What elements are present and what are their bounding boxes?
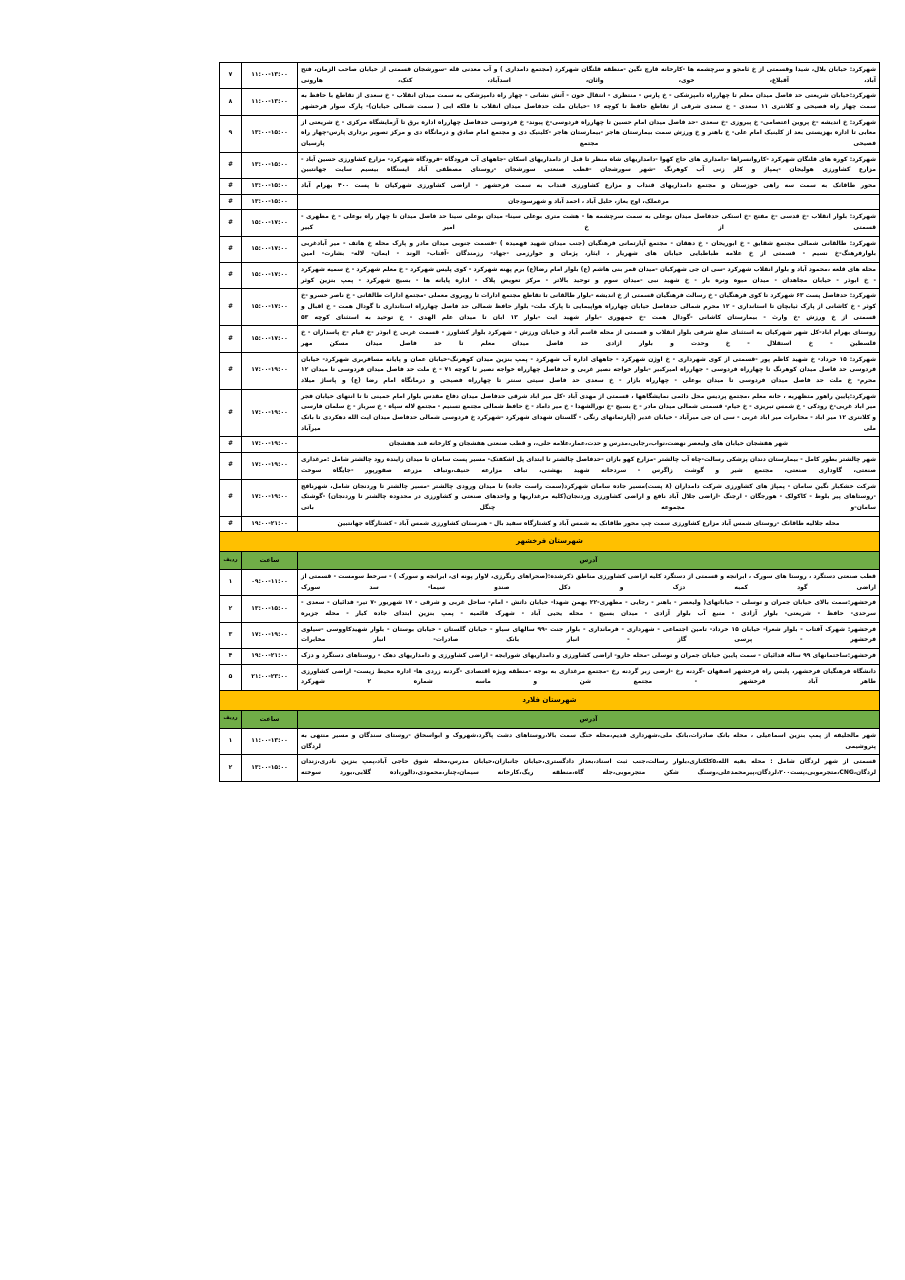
table-row bbox=[220, 115, 880, 152]
cell-row-number: # bbox=[220, 194, 242, 210]
outage-schedule-table bbox=[219, 62, 880, 782]
cell-time-range: ۱۳:۰۰-۱۵:۰۰ bbox=[242, 755, 298, 781]
cell-row-number: # bbox=[220, 210, 242, 236]
table-row bbox=[220, 596, 880, 622]
cell-address: فرخشهر:سمت بالای خیابان جمران و توسلی - خیاباتهای( ولیعصر - باهنر - رجایی - مطهری-۲۲ بهمن شهدا- خیابان داتش - امام- ساحل غربی و شرقی - ۱۷ شهریور -۷ تیر- فدائیان - سعدی - سرحدی- حافظ - شریعتی- بلوار آزادی - منبع آب بلوار آزادی - میدان بسیج - محله یحیی آباد - شهرک قائمیه - پمپ بنزین ابتدای جاده کیار - محله جزیره bbox=[298, 596, 880, 622]
cell-address: فرخشهر:ساختمانهای ۹۹ ساله فدائیان - سمت پایین خیابان جمران و توسلی -محله خارو- اراضی کشاورزی و دامداریهای شورابجه - اراضی کشاورزی و دامداریهای دهک - روستاهای دستگرد و دزک bbox=[298, 649, 880, 665]
cell-row-number: ۱ bbox=[220, 570, 242, 596]
table-row bbox=[220, 194, 880, 210]
cell-time-range: ۱۳:۰۰-۱۵:۰۰ bbox=[242, 194, 298, 210]
cell-address: فرخشهر: شهرک آفتاب - بلوار شعرا- خیابان ۱۵ خرداد- تامین اجتماعی - شهرداری - فرمانداری - بلوار جنت -۹۹ سالهای سیاو - خیابان گلستان - خیابان بوستان - بلوار شهیدکاووسی -سیلوی فرخشهر - پرسی گاز - انبار بانک صادرات- انبار مخابرات bbox=[298, 622, 880, 648]
cell-address: محور طاقانک به سمت سه راهی خوزستان و مجتمع دامداریهای قنداب و مزارع کشاورزی قنداب به سمت فرخشهر - اراضی کشاورزی شهرکیان تا پست ۴۰۰ بهرام آباد bbox=[298, 179, 880, 195]
cell-time-range: ۲۱:۰۰-۲۳:۰۰ bbox=[242, 664, 298, 690]
cell-address: شهرکرد: کوره های قلنگان شهرکرد -کاروانسراها -دامداری های حاج کهوا -دامداریهای شاه منظر تا قبل از دامداریهای اسکان -جاههای آب فرودگاه -فرودگاه شهرکرد- مزارع کشاورزی حسین آباد - مزارع کشاورزی هولیجان -پمپاژ و کلر زنی آب کوهرنگ -شهر سورشجان -قطب صنعتی سورشجان -روستای مصطفی آباد ایستگاه بیسیم سایت جهانتبین bbox=[298, 152, 880, 178]
table-row bbox=[220, 570, 880, 596]
cell-address: قسمتی از شهر لردگان شامل : محله بقیه الله،۵کلکتاری،بلوار رسالت،جنب ثبت اسناد،بعداز دادگستری،خیابان جانبازان،خیابان مدرس،محله شوق حاجی آباد،پمپ بنزین نادری،زندان لردگان،CNG،متجرموبی،پست۲۰۰،لردگان،پیرمحمدعلی،وسنگ شکن متجرموبی،جله گاه،منطقه ریگ،کارخانه سیمان،چنار،محمودی،دالور،اده گلابی،بورد سوخته bbox=[298, 755, 880, 781]
column-header-row bbox=[220, 551, 880, 569]
cell-row-number: ۱ bbox=[220, 728, 242, 754]
table-row bbox=[220, 352, 880, 389]
table-row bbox=[220, 179, 880, 195]
cell-time-range: ۱۱:۰۰-۱۳:۰۰ bbox=[242, 89, 298, 115]
cell-row-number: # bbox=[220, 479, 242, 516]
cell-row-number: # bbox=[220, 236, 242, 262]
cell-row-number: # bbox=[220, 352, 242, 389]
cell-row-number: ۹ bbox=[220, 115, 242, 152]
table-row bbox=[220, 516, 880, 532]
cell-row-number: ۳ bbox=[220, 622, 242, 648]
cell-time-range: ۱۵:۰۰-۱۷:۰۰ bbox=[242, 263, 298, 289]
cell-row-number: # bbox=[220, 289, 242, 326]
cell-row-number: # bbox=[220, 453, 242, 479]
cell-row-number: # bbox=[220, 516, 242, 532]
cell-address: شهر هفشجان خیابان های ولیعصر نهضت،نواب،رجایی،مدرس و حدت،عمار،علامه حلی،، و قطب صنعتی هفشجان و کارخانه قند هفشجان bbox=[298, 437, 880, 453]
cell-address: شهرکرد:پایین راهور متظهربه ، خانه معلم ،مجتمع پردیس محل دائمی نمایشگاهها ، قسمتی از مهدی آباد -کل میر اباد شرقی حدفاصل میدان دفاع مقدس بلوار امام خمینی تا تا انتهای خیابان فجر میر اباد غربی-خ رودکی - خ شمس تبریزی - خ خیام- قسمتی شمالی میدان مادر - خ بسیج -خ نورالشهدا - خ میر داماد - خ حافظ شمالی مجتمع تسنیم - مجتمع لاله سپاه - خ سرباز - خ سلمان فارسی و کلانتری ۱۲ میر اباد - مخابرات میر اباد غربی - سی ان جی میرآباد - خیابان غدیر (آپارتمانهای رنگی - گلستان شهدای شهرکرد -شهرکرد خ فردوسی شمالی حدفاصل میدان ایت الله دهکردی تا بانک ملی میرآباد bbox=[298, 389, 880, 437]
cell-row-number: ۲ bbox=[220, 755, 242, 781]
cell-time-range: ۱۵:۰۰-۱۷:۰۰ bbox=[242, 326, 298, 352]
table-row bbox=[220, 453, 880, 479]
cell-row-number: ۷ bbox=[220, 63, 242, 89]
table-row bbox=[220, 263, 880, 289]
cell-row-number: # bbox=[220, 152, 242, 178]
cell-row-number: ۴ bbox=[220, 649, 242, 665]
table-row bbox=[220, 326, 880, 352]
cell-address: شهرکرد: بلوار انقلاب -خ قدسی -خ مفتح -خ استکی حدفاصل میدان بوعلی به سمت سرچشمه ها - هشت متری بوعلی سینا- میدان بوعلی سینا حد فاصل میدان تا چهار راه بوعلی - خ مطهری - قسمتی از خ امیر کبیر bbox=[298, 210, 880, 236]
column-header-time: ساعت bbox=[242, 551, 298, 569]
cell-address: دانشگاه فرهنگیان فرخشهر، پلیس راه فرخشهر اصفهان -گردنه رخ -ارضی زبر گردنه رخ -مجتمع مرغداری به بوجه -منطقه ویژه اقتصادی -گردنه زردی ها- اداره محیط زیست- اراضی کشاورزی طاهر آباد فرخشهر - مجتمع شن و ماسه شماره ۲ شهرکرد bbox=[298, 664, 880, 690]
cell-address: قطب صنعتی دستگرد ، روستا های سورک ، ابرانجه و قسمتی از دستگرد کلیه اراضی کشاورزی مناطق ذکرشده:(صحراهای رنگرزی، لاوار پونه ای، ابرانجه و سورک ) - سرخط سومست - قسمتی از اراضی گود کمبه دزک و دکل صندو سیما- سد سورک bbox=[298, 570, 880, 596]
cell-address: روستای بهرام اباد-کل شهر شهرکیان به استثنای ضلع شرقی بلوار انقلاب و قسمتی از محله قاسم آباد و خیابان ورزش - شهرکرد بلوار کشاورز - قسمت غربی خ ابوذر -خ قیام -خ پاسداران - خ فلسطین - خ استقلال - خ وحدت و بلوار ازادی حد فاصل میدان معلم تا حد فاصل میدان مسکن مهر bbox=[298, 326, 880, 352]
table-row bbox=[220, 479, 880, 516]
cell-time-range: ۱۱:۰۰-۱۳:۰۰ bbox=[242, 728, 298, 754]
cell-time-range: ۱۳:۰۰-۱۵:۰۰ bbox=[242, 596, 298, 622]
cell-row-number: ۵ bbox=[220, 664, 242, 690]
section-band-falard bbox=[220, 691, 880, 710]
cell-time-range: ۱۹:۰۰-۲۱:۰۰ bbox=[242, 516, 298, 532]
table-row bbox=[220, 664, 880, 690]
table-row bbox=[220, 89, 880, 115]
table-row bbox=[220, 152, 880, 178]
section-title: شهرستان فرخشهر bbox=[220, 532, 880, 551]
cell-time-range: ۱۹:۰۰-۲۱:۰۰ bbox=[242, 649, 298, 665]
cell-time-range: ۱۷:۰۰-۱۹:۰۰ bbox=[242, 479, 298, 516]
column-header-address: آدرس bbox=[298, 710, 880, 728]
table-row bbox=[220, 236, 880, 262]
table-row bbox=[220, 649, 880, 665]
cell-address: شهرکرد: طالقانی شمالی مجتمع شقایق - خ ابوریحان - خ دهقان - مجتمع آپارتمانی فرهنگیان (جنب میدان شهید فهمیده ) -قسمت جنوبی میدان مادر و پارک محله خ هاتف - میر آبادغربی بلوارفرهنگ-خ نسیم - قسمتی از خ علامه طباطبایی خیابان های شهریار ، ایثار، پژمان و خوارزمی -جهاد- رزمندگان -آفتاب- الوند - ایمان- لاله- بشارت- امین bbox=[298, 236, 880, 262]
cell-time-range: ۱۳:۰۰-۱۵:۰۰ bbox=[242, 179, 298, 195]
cell-row-number: # bbox=[220, 389, 242, 437]
table-row bbox=[220, 728, 880, 754]
cell-time-range: ۱۵:۰۰-۱۷:۰۰ bbox=[242, 289, 298, 326]
cell-address: شهرکرد: حدفاصل پست ۶۳ شهرکرد تا کوی فرهنگیان - خ رسالت فرهنگیان قسمتی از خ اندیشه -بلوار طالقانی تا تقاطع مجتمع ادارات تا روبروی معملی -مجتمع ادارات طالقانی - خ ناصر خسرو -خ کوثر - خ کاشانی از پارک ثیابچان تا استانداری - ۱۲ محرم شمالی حدفاصل خیابان چهارراه هواپیمایی تا پارک ملت- بلوار حافظ شمالی حد فاصل چهارراه استانداری تا گودال همت - خ اقبال و قسمتی از خ ورزش -خ وارث - بیمارستان کاشانی -گودال همت -خ جمهوری -بلوار شهید ایت -بلوار ۱۳ ابان تا میدان علم الهدی - خ توحید به استثنای کوچه ۵۳ bbox=[298, 289, 880, 326]
cell-row-number: # bbox=[220, 326, 242, 352]
cell-address: شهرکرد: خیابان بلال، شیدا وقسمتی از خ ثامجو و سرچشمه ها -کارخانه قارچ نگین -منطقه قلنگان شهرکرد (مجتمع دامداری ) و آب معدنی قله -سورشجان قسمتی از خیابان صاحب الزمان، فتح آباد، آقبلاغ، خوی، واثان، اسدآباد، کتک، هارونی bbox=[298, 63, 880, 89]
column-header-address: آدرس bbox=[298, 551, 880, 569]
column-header-row bbox=[220, 710, 880, 728]
cell-row-number: # bbox=[220, 263, 242, 289]
table-row bbox=[220, 389, 880, 437]
cell-time-range: ۱۷:۰۰-۱۹:۰۰ bbox=[242, 352, 298, 389]
cell-time-range: ۱۷:۰۰-۱۹:۰۰ bbox=[242, 437, 298, 453]
cell-address: شهرکرد:خیابان شریعتی حد فاصل میدان معلم تا چهارراه دامپزشکی - خ پارس - منتظری - انتقال خون - آتش نشانی - چهار راه دامپزشکی به سمت میدان انقلاب - خ سعدی از تقاطع با حافظ به سمت چهار راه فصیحی و کلانتری ۱۱ سعدی - خ سعدی شرقی از تقاطع حافظ تا کوچه ۱۶ -خیابان ملت حدفاصل میدان انقلاب تا فلکه ابی ( سمت شمالی خیابان)- پارک سوار فرخشهر bbox=[298, 89, 880, 115]
cell-time-range: ۱۳:۰۰-۱۵:۰۰ bbox=[242, 115, 298, 152]
cell-time-range: ۱۱:۰۰-۱۳:۰۰ bbox=[242, 63, 298, 89]
table-row bbox=[220, 437, 880, 453]
cell-row-number: ۲ bbox=[220, 596, 242, 622]
cell-address: محله جلالیه طاقانک -روستای شمس آباد مزارع کشاورزی سمت چپ محور طاقانک به شمس آباد و کشتارگاه سفید بال - هنرستان کشاورزی شمس آباد - کشتارگاه جهانتبین bbox=[298, 516, 880, 532]
cell-time-range: ۱۷:۰۰-۱۹:۰۰ bbox=[242, 389, 298, 437]
cell-time-range: ۱۵:۰۰-۱۷:۰۰ bbox=[242, 210, 298, 236]
cell-time-range: ۱۳:۰۰-۱۵:۰۰ bbox=[242, 152, 298, 178]
cell-row-number: ۸ bbox=[220, 89, 242, 115]
section-band-farrokhshahr bbox=[220, 532, 880, 551]
column-header-row-number: ردیف bbox=[220, 710, 242, 728]
table-row bbox=[220, 622, 880, 648]
cell-address: مرغملک، اوج بغاز، خلیل آباد ، احمد آباد و شهرسودجان bbox=[298, 194, 880, 210]
cell-address: شرکت خشکبار نگین سامان - پمپاژ های کشاورزی شرکت دامداران (۸ پست)مسیر جاده سامان شهرکرد(سمت راست جاده) تا میدان ورودی چالشتر -مسیر چالشتر تا وردنجان شامل، شهرنافج -روستاهای پیر بلوط - کاکولک - هورجگان - ارجنگ -اراضی جلال آباد نافع و اراضی کشاورزی وردنجان(کلیه مرغداریها و واحدهای صنعتی و کشاورزی در محدوده چالشتر تا وردنجان) -گوشتک سامان-و مجموعه چنگل باتی bbox=[298, 479, 880, 516]
cell-time-range: ۱۷:۰۰-۱۹:۰۰ bbox=[242, 622, 298, 648]
cell-address: محله های قلعه ،محمود آباد و بلوار انقلاب شهرکرد -سی ان جی شهرکیان -میدان قمر بنی هاشم (ع) بلوار امام رضا(ع) برم پهنه شهرکرد - کوی پلیس شهرکرد - خ معلم شهرکرد - خ سمیه شهرکرد - خ ابوذر - خیابان مجاهدان - میدان میوه وتره بار - خ شهید نبی -میدان سوم و توحید بالاتر - مرکز تعویض پلاک - اداره پایانه ها - بسیج شهرکرد - پمپ بنزین کوثر bbox=[298, 263, 880, 289]
column-header-row-number: ردیف bbox=[220, 551, 242, 569]
cell-time-range: ۱۷:۰۰-۱۹:۰۰ bbox=[242, 453, 298, 479]
cell-time-range: ۰۹:۰۰-۱۱:۰۰ bbox=[242, 570, 298, 596]
cell-address: شهر مالخلیفه از پمپ بنزین اسماعیلی ، محله بانک صادرات،بانک ملی،شهرداری قدیم،محله خنگ سمت بالا،روستاهای دشت پاگرد،شهروک و ابواسحاق -روستای سندگان و مسیر منتهی به پتروشیمی لردگان bbox=[298, 728, 880, 754]
cell-address: شهرکرد: خ اندیشه -خ پروین اعتصامی- خ پیروزی -خ سعدی -حد فاصل میدان امام حسین تا چهارراه فردوسی-خ پیوند- خ فردوسی حدفاصل چهارراه اداره برق تا آزمایشگاه مرکزی - خ شریعتی از معابی تا اداره بهزیستی بعد از کلینیک امام علی- خ باهنر و خ ورزش سمت بیمارستان هاجر -بیمارستان هاجر -کلینیک دی و مجتمع امام صادق و درمانگاه دی و مرکز تصویر برداری پارس-چهار راه فصیحی مجتمع پارسیان bbox=[298, 115, 880, 152]
cell-row-number: # bbox=[220, 437, 242, 453]
cell-address: شهرکرد: ۱۵ خرداد- خ شهید کاظم پور -قسمتی از کوی شهرداری - خ اوژن شهرکرد - جاههای اداره آب شهرکرد - پمپ بنزین میدان کوهرنگ-خیابان عمان و پایانه مسافربری شهرکرد- خیابان فردوسی حد فاصل میدان کوهرنگ تا چهارراه فردوسی - جهارراه امیرکبیر -بلوار خواجه نصیر غربی و حدفاصل چهارراه خواجه نصیر تا کوچه ۷۱ - خ ملت حد فاصل میدان فردوسی تا میدان ۱۲ محرم- خ ملت حد فاصل میدان فردوسی تا میدان بوعلی - چهارراه بازار - خ سعدی حد فاصل سیتی سنتر تا چهارراه فصیحی و درمانگاه امام رضا (ع) و پاساژ میلاد bbox=[298, 352, 880, 389]
table-row bbox=[220, 210, 880, 236]
table-row bbox=[220, 755, 880, 781]
cell-time-range: ۱۵:۰۰-۱۷:۰۰ bbox=[242, 236, 298, 262]
column-header-time: ساعت bbox=[242, 710, 298, 728]
table-row bbox=[220, 63, 880, 89]
cell-row-number: # bbox=[220, 179, 242, 195]
section-title: شهرستان فلارد bbox=[220, 691, 880, 710]
cell-address: شهر چالشتر بطور کامل - بیمارستان دندان پزشکی رسالت-چاه آب چالشتر -مزارع کهو بازان -حدفاصل چالشتر تا ابتدای پل اشکفتک- مسیر پست سامان تا میدان زاینده رود چالشتر شامل :مرغداری صنعتی، گاوداری صنعتی، مجتمع شیر و گوشت زاگرس - سردخانه شهید بهشتی، تباف مزارعه حنیف،وتباف مزرعه صفورپور -جایگاه سوخت bbox=[298, 453, 880, 479]
table-row bbox=[220, 289, 880, 326]
